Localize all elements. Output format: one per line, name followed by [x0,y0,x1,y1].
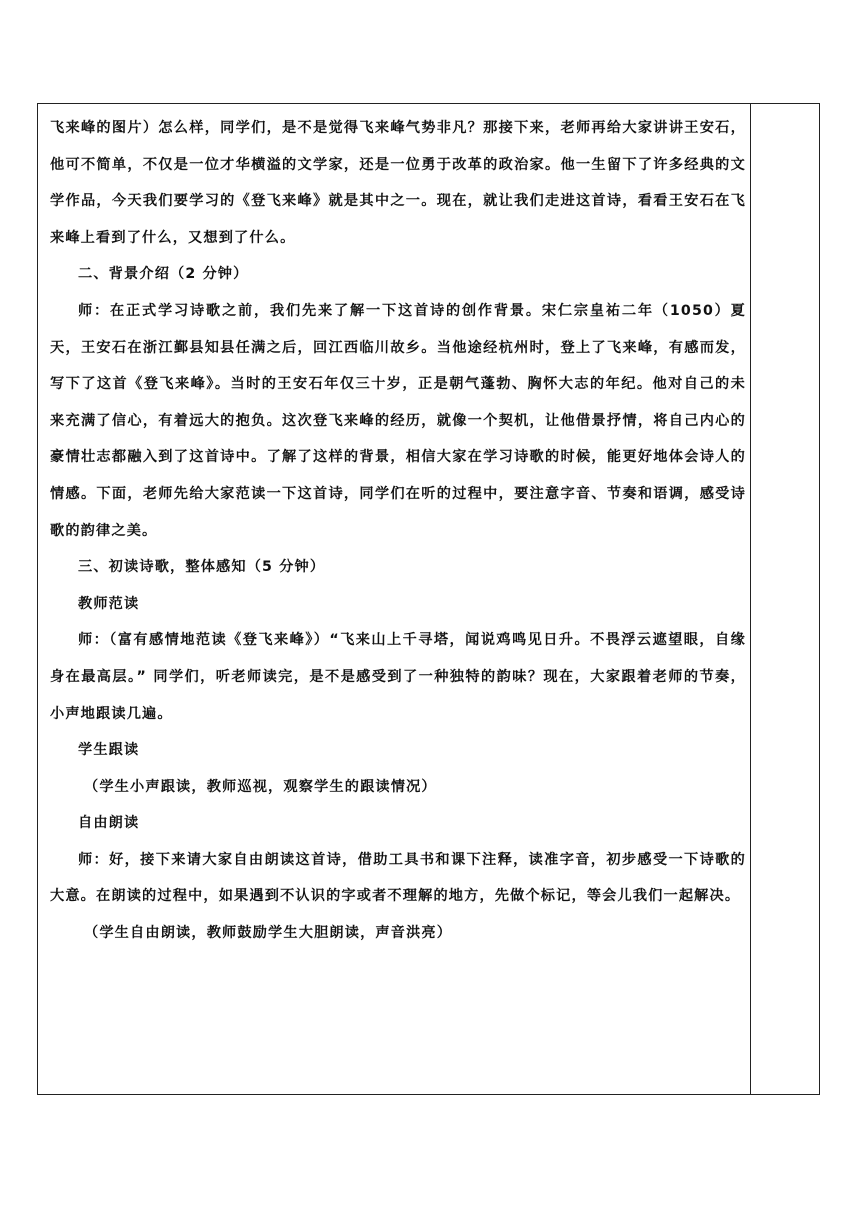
subheading-free-reading: 自由朗读 [78,815,140,832]
notes-column [750,104,819,1094]
lesson-content-cell [50,110,746,952]
subheading-student-follow: 学生跟读 [78,742,140,759]
paragraph-intro-continued: 飞来峰的图片）怎么样，同学们，是不是觉得飞来峰气势非凡？那接下来，老师再给大家讲讲王安石，他可不简单，不仅是一位才华横溢的文学家，还是一位勇于改革的政治家。他一生留下了许多经典的文学作品，今天我们要学习的《登飞来峰》就是其中之一。现在，就让我们走进这首诗，看看王安石在飞来峰上看到了什么，又想到了什么。 [50,120,746,246]
lesson-table [37,103,820,1095]
paragraph-teacher-reading: 师：（富有感情地范读《登飞来峰》）“飞来山上千寻塔，闻说鸡鸣见日升。不畏浮云遮望眼，自缘身在最高层。” 同学们，听老师读完，是不是感受到了一种独特的韵味？现在，大家跟着老师的节奏，小声地跟读几遍。 [50,632,746,722]
section-heading-background: 二、背景介绍（2 分钟） [78,266,249,283]
paragraph-background: 师：在正式学习诗歌之前，我们先来了解一下这首诗的创作背景。宋仁宗皇祐二年（1050）夏天，王安石在浙江鄞县知县任满之后，回江西临川故乡。当他途经杭州时，登上了飞来峰，有感而发，写下了这首《登飞来峰》。当时的王安石年仅三十岁，正是朝气蓬勃、胸怀大志的年纪。他对自己的未来充满了信心，有着远大的抱负。这次登飞来峰的经历，就像一个契机，让他借景抒情，将自己内心的豪情壮志都融入到了这首诗中。了解了这样的背景，相信大家在学习诗歌的时候，能更好地体会诗人的情感。下面，老师先给大家范读一下这首诗，同学们在听的过程中，要注意字音、节奏和语调，感受诗歌的韵律之美。 [50,302,746,539]
paragraph-free-reading: 师：好，接下来请大家自由朗读这首诗，借助工具书和课下注释，读准字音，初步感受一下诗歌的大意。在朗读的过程中，如果遇到不认识的字或者不理解的地方，先做个标记，等会儿我们一起解决。 [50,851,746,905]
paragraph-free-reading-note: （学生自由朗读，教师鼓励学生大胆朗读，声音洪亮） [84,925,453,942]
section-heading-first-reading: 三、初读诗歌，整体感知（5 分钟） [78,559,326,576]
subheading-teacher-reading: 教师范读 [78,595,140,612]
paragraph-student-follow: （学生小声跟读，教师巡视，观察学生的跟读情况） [84,778,437,795]
